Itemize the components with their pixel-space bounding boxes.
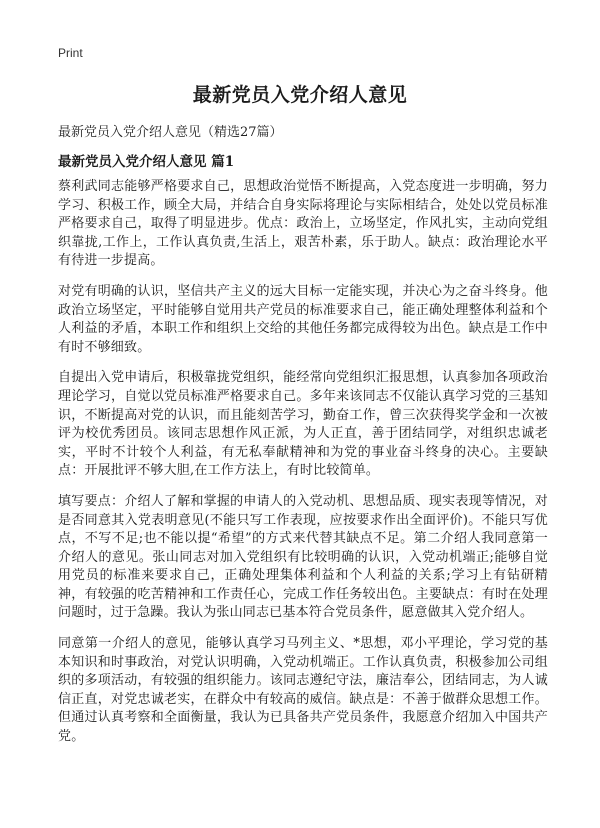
document-body: [58, 178, 548, 759]
section-heading: 最新党员入党介绍人意见 篇1: [58, 154, 235, 170]
page-title: 最新党员入党介绍人意见: [192, 84, 408, 106]
paragraph: 自提出入党申请后，积极靠拢党组织，能经常向党组织汇报思想，认真参加各项政治理论学习，自觉以党员标准严格要求自己。多年来该同志不仅能认真学习党的三基知识，不断提高对党的认识，而且能刻苦学习，勤奋工作，曾三次获得奖学金和一次被评为校优秀团员。该同志思想作风正派，为人正直，善于团结同学，对组织忠诚老实，平时不计较个人利益，有无私奉献精神和为党的事业奋斗终身的决心。主要缺点：开展批评不够大胆,在工作方法上，有时比较简单。: [58, 370, 548, 479]
print-label[interactable]: Print: [58, 46, 83, 60]
paragraph: 蔡利武同志能够严格要求自己，思想政治觉悟不断提高，入党态度进一步明确，努力学习、积极工作，顾全大局，并结合自身实际将理论与实际相结合，处处以党员标准严格要求自己，取得了明显进步。优点：政治上，立场坚定，作风扎实，主动向党组织靠拢,工作上，工作认真负责,生活上，艰苦朴素，乐于助人。缺点：政治理论水平有待进一步提高。: [58, 179, 548, 269]
paragraph: 对党有明确的认识，坚信共产主义的远大目标一定能实现，并决心为之奋斗终身。他政治立场坚定，平时能够自觉用共产党员的标准要求自己，能正确处理整体利益和个人利益的矛盾，本职工作和组织上交给的其他任务都完成得较为出色。缺点是工作中有时不够细致。: [58, 283, 548, 355]
paragraph: 填写要点：介绍人了解和掌握的申请人的入党动机、思想品质、现实表现等情况，对是否同意其入党表明意见(不能只写工作表现，应按要求作出全面评价)。不能只写优点，不写不足;也不能以提“希望”的方式来代替其缺点不足。第二介绍人我同意第一介绍人的意见。张山同志对加入党组织有比较明确的认识，入党动机端正;能够自觉用党员的标准来要求自己，正确处理集体利益和个人利益的关系;学习上有钻研精神，有较强的吃苦精神和工作责任心，完成工作任务较出色。主要缺点：有时在处理问题时，过于急躁。我认为张山同志已基本符合党员条件，愿意做其入党介绍人。: [58, 493, 548, 621]
document-subtitle: 最新党员入党介绍人意见（精选27篇）: [58, 125, 283, 140]
paragraph: 同意第一介绍人的意见，能够认真学习马列主义、*思想，邓小平理论，学习党的基本知识和时事政治，对党认识明确，入党动机端正。工作认真负责，积极参加公司组织的多项活动，有较强的组织能力。该同志遵纪守法，廉洁奉公，团结同志，为人诚信正直，对党忠诚老实，在群众中有较高的威信。缺点是：不善于做群众思想工作。但通过认真考察和全面衡量，我认为已具备共产党员条件，我愿意介绍加入中国共产党。: [58, 636, 548, 745]
